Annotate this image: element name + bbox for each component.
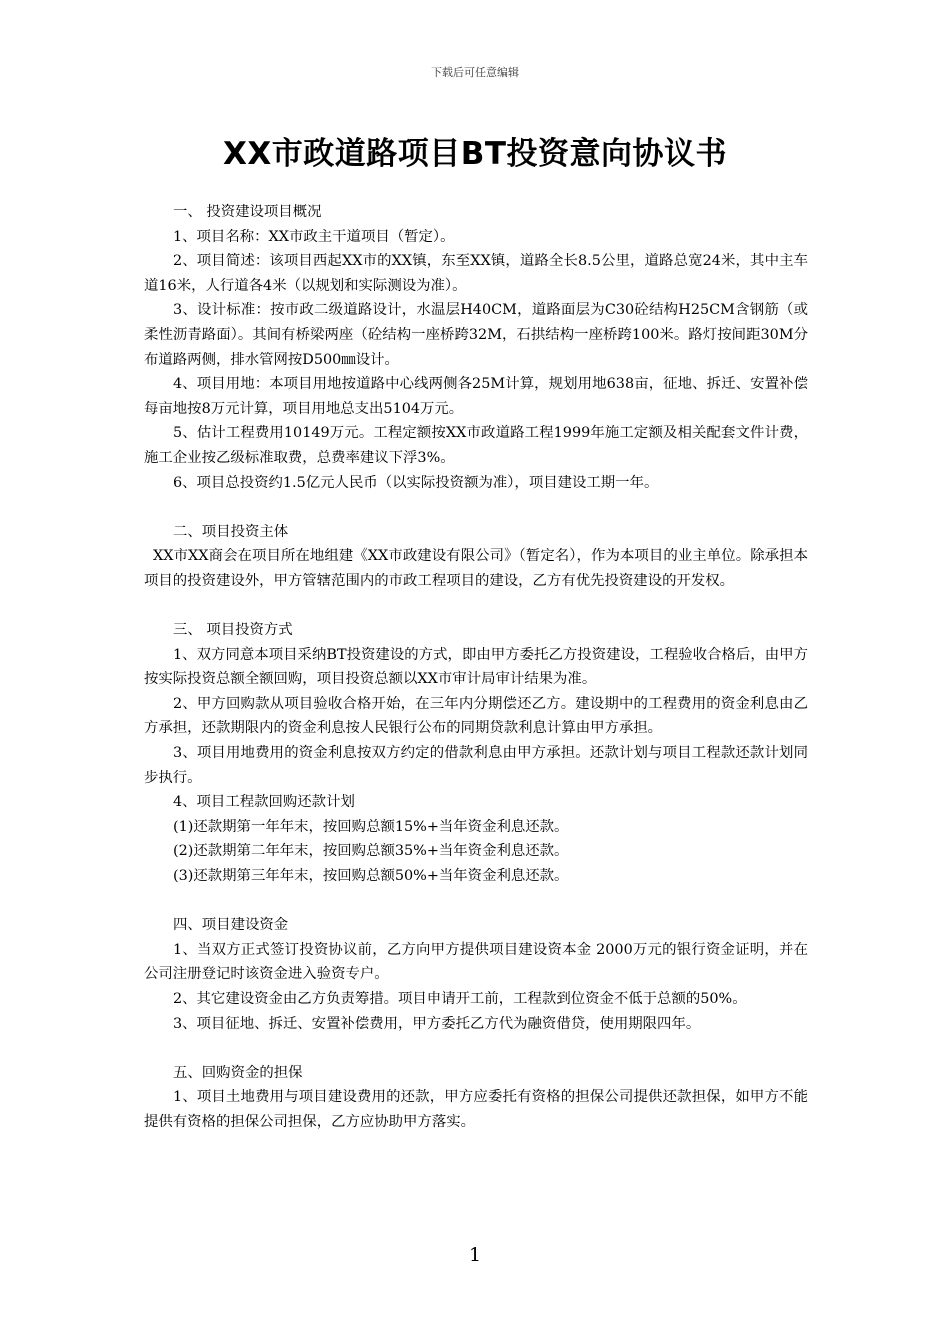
paragraph: 3、项目征地、拆迁、安置补偿费用，甲方委托乙方代为融资借贷，使用期限四年。 <box>173 1015 701 1032</box>
paragraph: 1、项目土地费用与项目建设费用的还款，甲方应委托有资格的担保公司提供还款担保，如甲方不能提供有资格的担保公司担保，乙方应协助甲方落实。 <box>144 1089 808 1130</box>
section-project-overview <box>144 200 808 495</box>
section-heading: 三、 项目投资方式 <box>173 622 293 639</box>
section-heading: 二、项目投资主体 <box>173 523 289 540</box>
document-body <box>144 200 808 1135</box>
paragraph: 4、项目用地：本项目用地按道路中心线两侧各25M计算，规划用地638亩，征地、拆迁、安置补偿每亩地按8万元计算，项目用地总支出5104万元。 <box>144 376 808 417</box>
paragraph: 3、设计标准：按市政二级道路设计，水温层H40CM，道路面层为C30砼结构H25CM含钢筋（或柔性沥青路面）。其间有桥梁两座（砼结构一座桥跨32M，石拱结构一座桥跨100米。路灯按间距30M分布道路两侧，排水管网按D500㎜设计。 <box>144 302 808 368</box>
paragraph: 6、项目总投资约1.5亿元人民币（以实际投资额为准），项目建设工期一年。 <box>173 474 659 491</box>
section-construction-funds <box>144 913 808 1036</box>
spacer <box>144 594 808 619</box>
paragraph: (2)还款期第二年年末，按回购总额35%+当年资金利息还款。 <box>173 843 569 860</box>
section-investment-method <box>144 618 808 889</box>
spacer <box>144 495 808 520</box>
paragraph: 2、其它建设资金由乙方负责筹措。项目申请开工前，工程款到位资金不低于总额的50%。 <box>173 991 747 1007</box>
paragraph: 5、估计工程费用10149万元。工程定额按XX市政道路工程1999年施工定额及相关配套文件计费，施工企业按乙级标准取费，总费率建议下浮3%。 <box>144 425 808 466</box>
document-title: XX市政道路项目BT投资意向协议书 <box>222 136 728 172</box>
section-heading: 四、项目建设资金 <box>173 917 289 934</box>
spacer <box>144 1036 808 1061</box>
section-heading: 一、 投资建设项目概况 <box>173 204 322 220</box>
paragraph: XX市XX商会在项目所在地组建《XX市政建设有限公司》（暂定名），作为本项目的业主单位。除承担本项目的投资建设外，甲方管辖范围内的市政工程项目的建设，乙方有优先投资建设的开发权。 <box>144 548 808 589</box>
paragraph: (1)还款期第一年年末，按回购总额15%+当年资金利息还款。 <box>173 818 569 835</box>
paragraph: 1、双方同意本项目采纳BT投资建设的方式，即由甲方委托乙方投资建设，工程验收合格后，由甲方按实际投资总额全额回购，项目投资总额以XX市审计局审计结果为准。 <box>144 646 808 688</box>
page-number: 1 <box>468 1244 482 1266</box>
paragraph: 2、项目简述：该项目西起XX市的XX镇，东至XX镇，道路全长8.5公里，道路总宽24米，其中主车道16米，人行道各4米（以规划和实际测设为准）。 <box>144 253 808 294</box>
paragraph: 2、甲方回购款从项目验收合格开始，在三年内分期偿还乙方。建设期中的工程费用的资金利息由乙方承担，还款期限内的资金利息按人民银行公布的同期贷款利息计算由甲方承担。 <box>144 695 808 737</box>
section-investment-entity <box>144 520 808 594</box>
paragraph: 3、项目用地费用的资金利息按双方约定的借款利息由甲方承担。还款计划与项目工程款还款计划同步执行。 <box>144 745 808 786</box>
spacer <box>144 889 808 914</box>
paragraph: 1、项目名称：XX市政主干道项目（暂定）。 <box>173 228 455 245</box>
paragraph: 4、项目工程款回购还款计划 <box>173 794 355 811</box>
section-repurchase-guarantee <box>144 1061 808 1135</box>
section-heading: 五、回购资金的担保 <box>173 1064 303 1081</box>
paragraph: (3)还款期第三年年末，按回购总额50%+当年资金利息还款。 <box>173 868 569 885</box>
paragraph: 1、当双方正式签订投资协议前，乙方向甲方提供项目建设资本金 2000万元的银行资金证明，并在公司注册登记时该资金进入验资专户。 <box>144 941 808 983</box>
header-note: 下载后可任意编辑 <box>431 66 519 79</box>
